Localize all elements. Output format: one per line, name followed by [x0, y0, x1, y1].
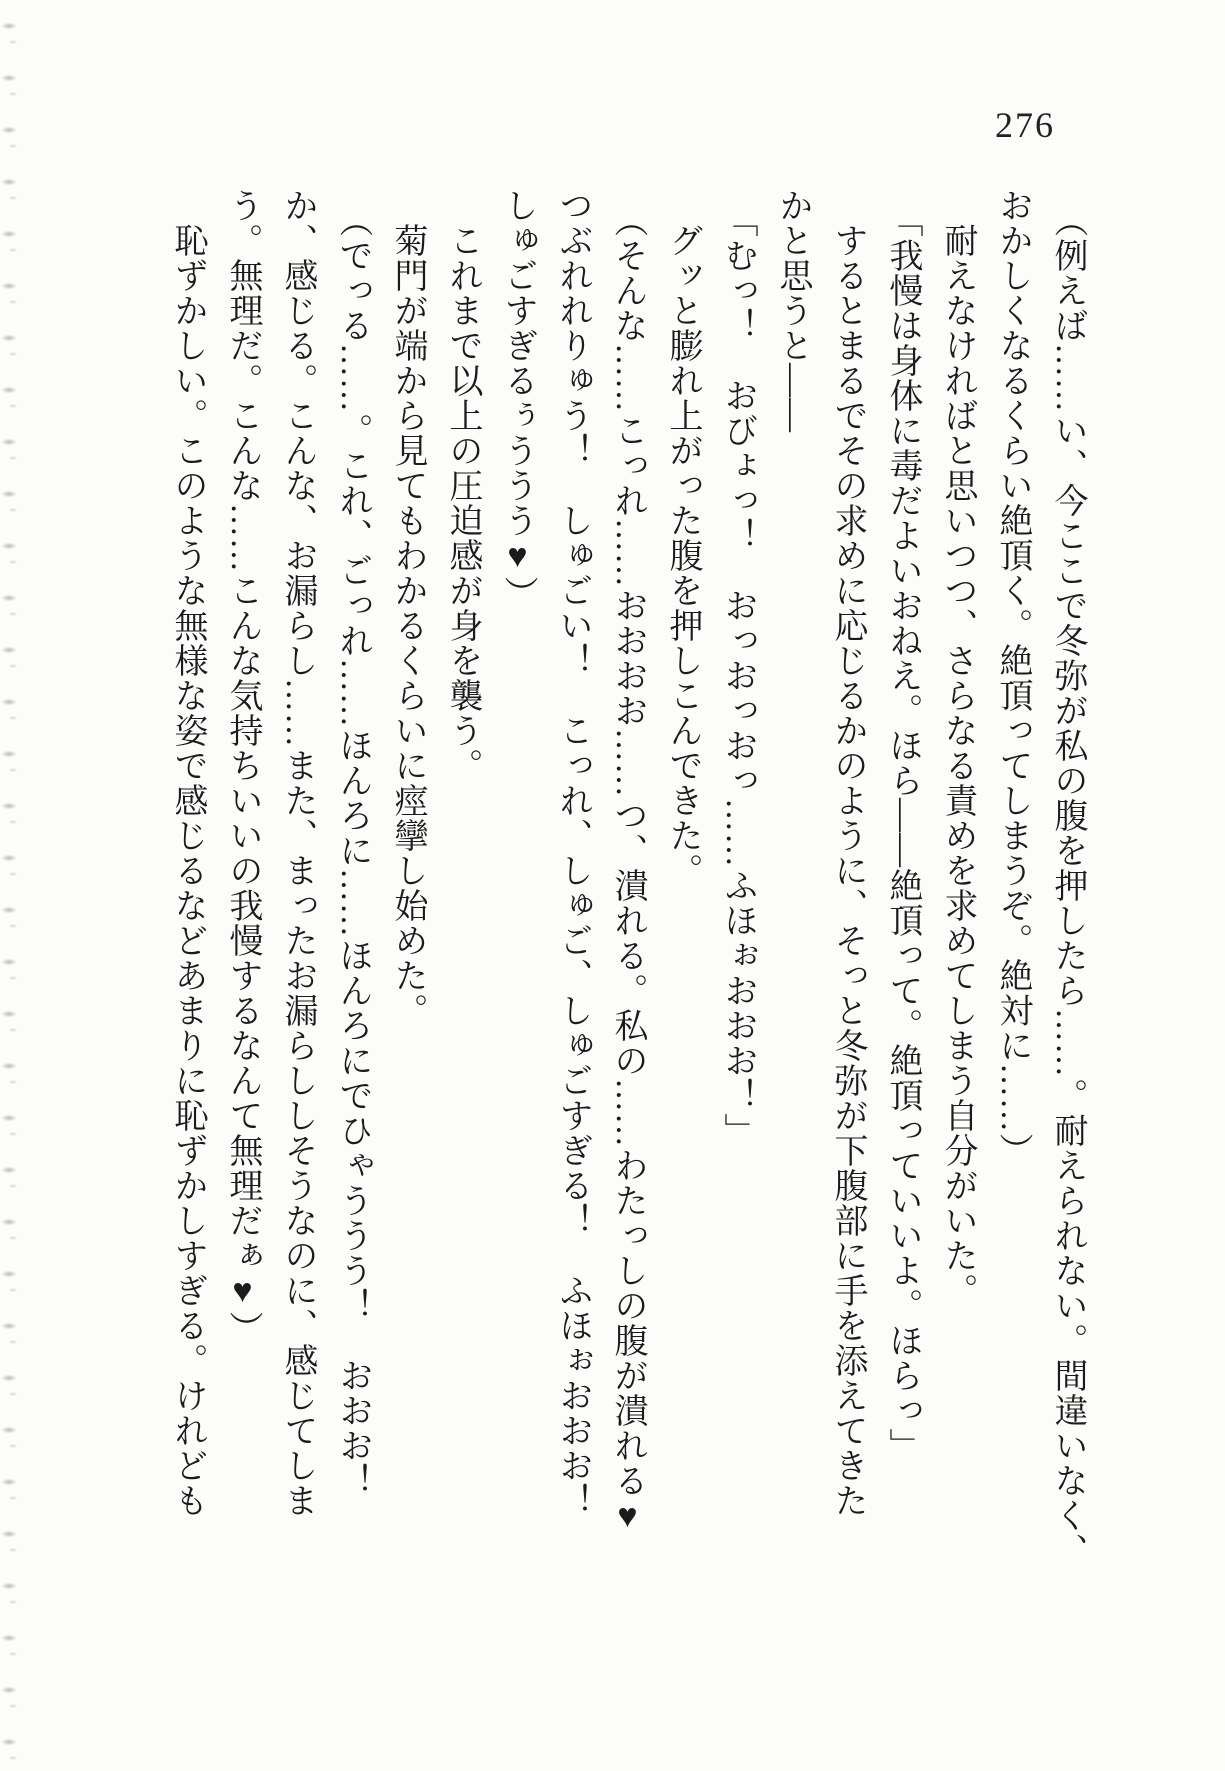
text-line: 「我慢は身体に毒だよいおねえ。ほら――絶頂って。絶頂っていいよ。ほらっ」 [884, 203, 921, 1463]
text-line: 耐えなければと思いつつ、さらなる責めを求めてしまう自分がいた。 [939, 223, 976, 1308]
text-line: （例えば……い、今ここで冬弥が私の腹を押したら……。耐えられない。間違いなく、 [1049, 203, 1086, 1568]
text-line: つぶれれりゅう！ しゅごい！ こっれ、しゅご、しゅごすぎる！ ふほぉおおお！ [554, 188, 591, 1518]
text-line: 菊門が端から見てもわかるくらいに痙攣し始めた。 [389, 223, 426, 1028]
text-line: しゅごすぎるぅううう♥） [499, 188, 536, 611]
vertical-text-block [160, 188, 1095, 1608]
text-line: （でっる……。これ、ごっれ……ほんろに……ほんろにでひゃううう！ おおお！ [334, 203, 371, 1498]
text-line: するとまるでその求めに応じるかのように、そっと冬弥が下腹部に手を添えてきた [829, 223, 866, 1518]
text-line: 恥ずかしい。このような無様な姿で感じるなどあまりに恥ずかしすぎる。けれども [169, 223, 206, 1518]
text-line: う。無理だ。こんな……こんな気持ちいいの我慢するなんて無理だぁ♥） [224, 188, 261, 1346]
page-number: 276 [995, 105, 1055, 145]
text-line: か、感じる。こんな、お漏らし……また、まったお漏らししそうなのに、感じてしま [279, 188, 316, 1518]
text-line: （そんな……こっれ……おおおお……つ、潰れる。私の……わたっしの腹が潰れる♥ [609, 203, 646, 1536]
scan-binding-artifacts [0, 0, 34, 1771]
text-line: おかしくなるくらい絶頂く。絶頂ってしまうぞ。絶対に……） [994, 188, 1031, 1168]
text-line: グッと膨れ上がった腹を押しこんできた。 [664, 223, 701, 888]
text-line: かと思うと―― [774, 188, 811, 433]
text-line: これまで以上の圧迫感が身を襲う。 [444, 223, 481, 783]
text-line: 「むっ！ おびょっ！ おっおっおっ……ふほぉおおお！」 [719, 203, 756, 1148]
